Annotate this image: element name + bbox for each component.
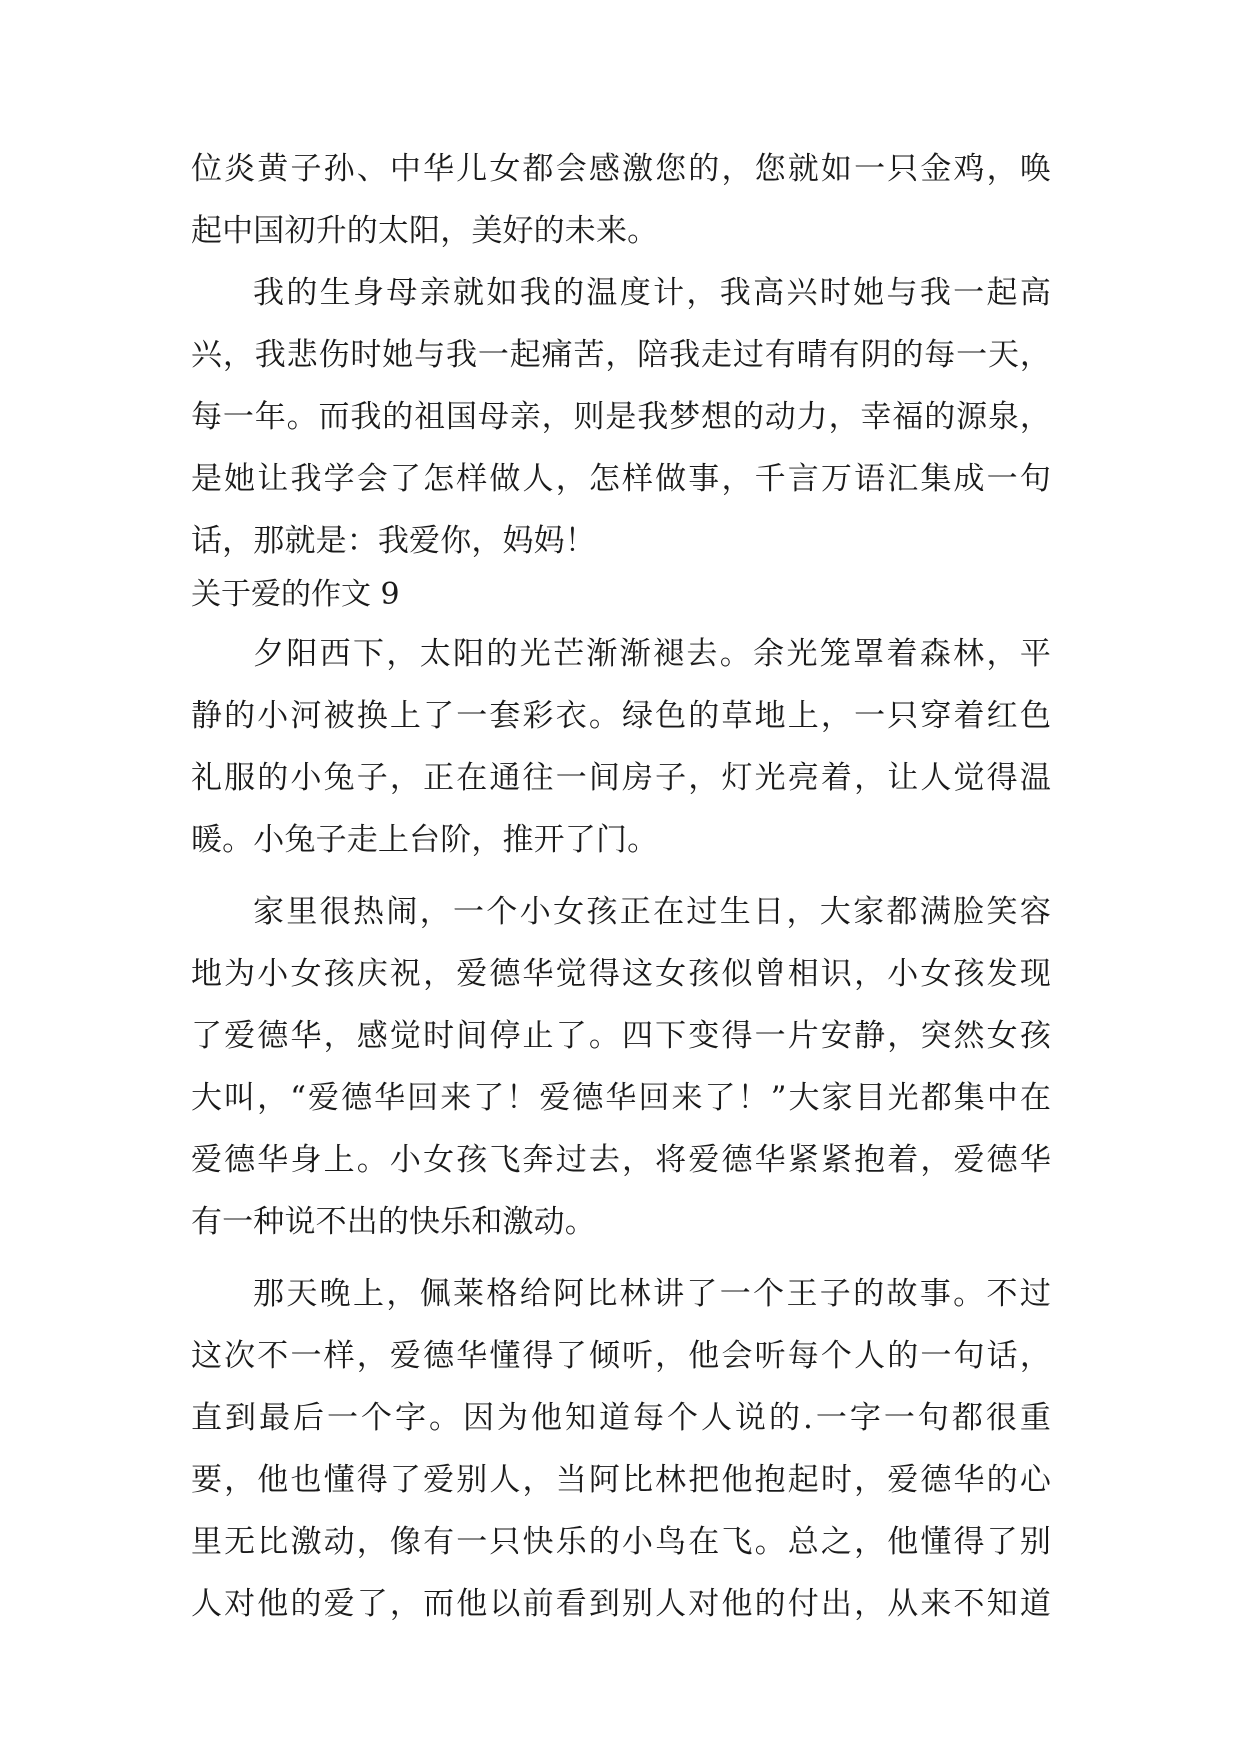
section-paragraph-2-line-3: 了爱德华，感觉时间停止了。四下变得一片安静，突然女孩 [191,1018,1051,1054]
section-paragraph-2-line-1: 家里很热闹，一个小女孩正在过生日，大家都满脸笑容 [253,894,1051,930]
section-paragraph-3-line-6: 人对他的爱了，而他以前看到别人对他的付出，从来不知道 [191,1586,1051,1622]
section-heading: 关于爱的作文 9 [191,577,400,612]
section-paragraph-3-line-2: 这次不一样，爱德华懂得了倾听，他会听每个人的一句话， [191,1338,1051,1374]
section-paragraph-2-line-5: 爱德华身上。小女孩飞奔过去，将爱德华紧紧抱着，爱德华 [191,1142,1051,1178]
section-paragraph-2-line-4: 大叫，“爱德华回来了！爱德华回来了！”大家目光都集中在 [191,1080,1051,1116]
section-paragraph-3-line-1: 那天晚上，佩莱格给阿比林讲了一个王子的故事。不过 [253,1276,1051,1312]
paragraph-2-line-1: 我的生身母亲就如我的温度计，我高兴时她与我一起高 [253,275,1051,311]
section-paragraph-1-line-2: 静的小河被换上了一套彩衣。绿色的草地上，一只穿着红色 [191,698,1051,734]
section-paragraph-1-line-3: 礼服的小兔子，正在通往一间房子，灯光亮着，让人觉得温 [191,760,1051,796]
section-paragraph-3-line-3: 直到最后一个字。因为他知道每个人说的.一字一句都很重 [191,1400,1051,1436]
section-paragraph-1-line-1: 夕阳西下，太阳的光芒渐渐褪去。余光笼罩着森林，平 [253,636,1051,672]
section-paragraph-1-line-4: 暖。小兔子走上台阶，推开了门。 [191,822,659,858]
section-paragraph-2-line-2: 地为小女孩庆祝，爱德华觉得这女孩似曾相识，小女孩发现 [191,956,1051,992]
section-paragraph-2-line-6: 有一种说不出的快乐和激动。 [191,1204,596,1240]
paragraph-2-line-5: 话，那就是：我爱你，妈妈！ [191,523,596,559]
section-paragraph-3-line-5: 里无比激动，像有一只快乐的小鸟在飞。总之，他懂得了别 [191,1524,1051,1560]
paragraph-1-line-2: 起中国初升的太阳，美好的未来。 [191,213,659,249]
paragraph-2-line-2: 兴，我悲伤时她与我一起痛苦，陪我走过有晴有阴的每一天， [191,337,1051,373]
section-paragraph-3-line-4: 要，他也懂得了爱别人，当阿比林把他抱起时，爱德华的心 [191,1462,1051,1498]
paragraph-2-line-3: 每一年。而我的祖国母亲，则是我梦想的动力，幸福的源泉， [191,399,1051,435]
paragraph-2-line-4: 是她让我学会了怎样做人，怎样做事，千言万语汇集成一句 [191,461,1051,497]
paragraph-1-line-1: 位炎黄子孙、中华儿女都会感激您的，您就如一只金鸡，唤 [191,151,1051,187]
